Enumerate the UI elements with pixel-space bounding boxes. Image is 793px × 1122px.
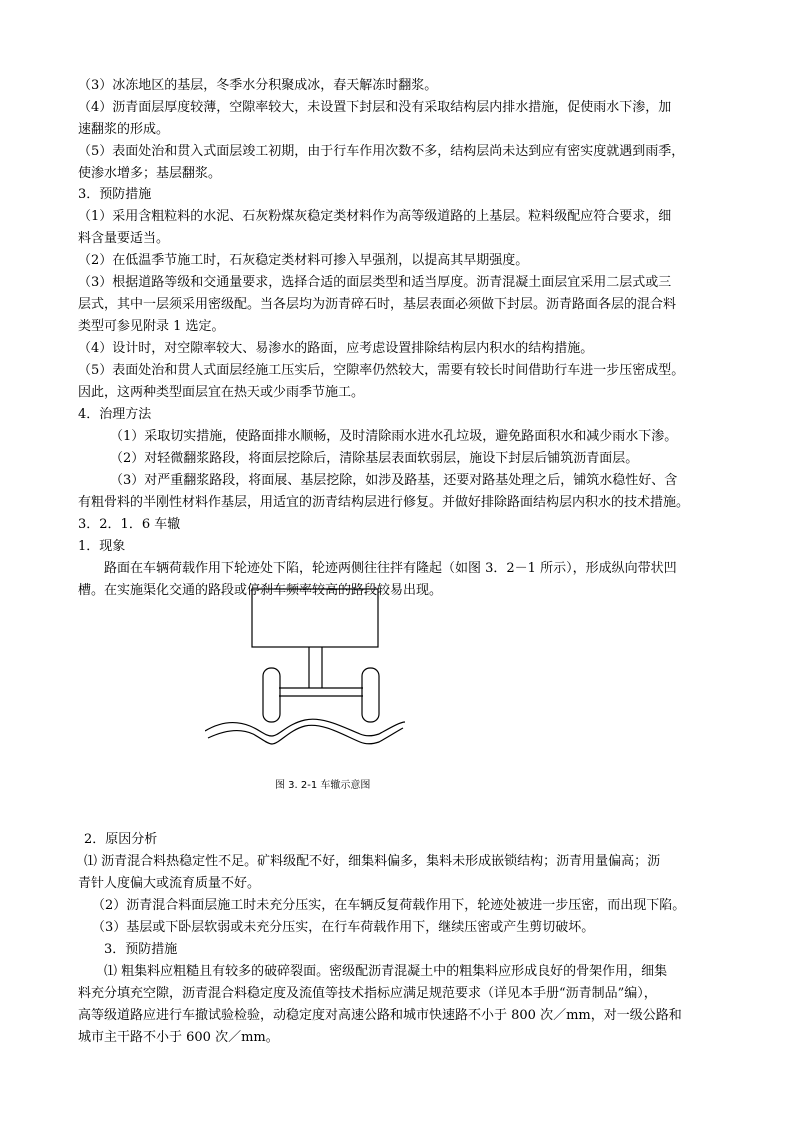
heading-treatment: 4．治理方法 <box>78 407 152 422</box>
treatment-t2: （2）对轻微翻浆路段，将面层挖除后，清除基层表面软弱层，施设下封层后铺筑沥青面层。 <box>110 451 639 466</box>
prevention1-p3-line3: 类型可参见附录 1 选定。 <box>78 319 225 334</box>
road-surface-lower <box>208 725 403 744</box>
para-item5-line2: 使渗水增多；基层翻浆。 <box>78 166 222 181</box>
prevention2-q1-line2: 料充分填充空隙，沥青混合料稳定度及流值等技术指标应满足规范要求（详见本手册“沥青制品”编）， <box>78 986 657 1001</box>
prevention1-p1-line1: （1）采用含粗粒料的水泥、石灰粉煤灰稳定类材料作为高等级道路的上基层。粒料级配应符合要求，细 <box>78 209 672 224</box>
prevention2-q1-line3: 高等级道路应进行车撤试验检验，动稳定度对高速公路和城市快速路不小于 800 次／mm，对一级公路和 <box>78 1008 682 1023</box>
vehicle-body <box>252 589 378 647</box>
phenomenon-line1: 路面在车辆荷载作用下轮迹处下陷，轮迹两侧往往拌有隆起（如图 3．2－1 所示），形成纵向带状凹 <box>104 561 677 576</box>
treatment-t3-line2: 有粗骨料的半刚性材料作基层，用适宜的沥青结构层进行修复。并做好排除路面结构层内积水的技术措施。 <box>78 495 690 510</box>
para-item4-line1: （4）沥青面层厚度较薄，空隙率较大，未设置下封层和没有采取结构层内排水措施，促使雨水下渗，加 <box>78 100 672 115</box>
para-item5-line1: （5）表面处治和贯入式面层竣工初期，由于行车作用次数不多，结构层尚未达到应有密实度就遇到雨季， <box>78 144 685 159</box>
prevention1-p4: （4）设计时，对空隙率较大、易渗水的路面，应考虑设置排除结构层内积水的结构措施。 <box>78 341 594 356</box>
prevention1-p2: （2）在低温季节施工时，石灰稳定类材料可掺入早强剂，以提高其早期强度。 <box>78 253 529 268</box>
cause-c2: （2）沥青混合料面层施工时未充分压实，在车辆反复荷载作用下，轮迹处被进一步压密，而出现下陷。 <box>92 898 686 913</box>
prevention1-p3-line2: 层式，其中一层须采用密级配。当各层均为沥青碎石时，基层表面必须做下封层。沥青路面各层的混合料 <box>78 297 677 312</box>
treatment-t1: （1）采取切实措施，使路面排水顺畅，及时清除雨水进水孔垃圾，避免路面积水和减少雨水下渗。 <box>110 429 678 444</box>
prevention2-q1-line1: ⑴ 粗集料应粗糙且有较多的破碎裂面。密级配沥青混凝土中的粗集料应形成良好的骨架作用，细集 <box>104 964 668 979</box>
para-item3: （3）冰冻地区的基层，冬季水分积聚成冰，春天解冻时翻浆。 <box>78 78 438 93</box>
rutting-diagram <box>205 588 405 758</box>
heading-cause: 2．原因分析 <box>84 832 158 847</box>
right-wheel <box>362 668 379 722</box>
section-title-rutting: 3．2．1．6 车辙 <box>78 517 181 532</box>
prevention1-p5-line2: 因此，这两种类型面层宜在热天或少雨季节施工。 <box>78 385 365 400</box>
heading-prevention-1: 3．预防措施 <box>78 187 152 202</box>
cause-c1-line1: ⑴ 沥青混合料热稳定性不足。矿料级配不好，细集料偏多，集料未形成嵌锁结构；沥青用量偏高；沥 <box>84 854 661 869</box>
heading-phenomenon: 1．现象 <box>78 539 126 554</box>
phenomenon-line2: 槽。在实施渠化交通的路段或停刹车频率较高的路段较易出现。 <box>78 583 443 598</box>
prevention2-q1-line4: 城市主干路不小于 600 次／mm。 <box>78 1030 279 1045</box>
prevention1-p3-line1: （3）根据道路等级和交通量要求，选择合适的面层类型和适当厚度。沥青混凝土面层宜采用二层式或三 <box>78 275 672 290</box>
treatment-t3-line1: （3）对严重翻浆路段，将面展、基层挖除，如涉及路基，还要对路基处理之后，铺筑水稳性好、含 <box>110 473 678 488</box>
figure-caption: 图 3. 2-1 车辙示意图 <box>275 780 371 791</box>
prevention1-p5-line1: （5）表面处治和贯人式面层经施工压实后，空隙率仍然较大，需要有较长时间借助行车进一步压密成型。 <box>78 363 685 378</box>
heading-prevention-2: 3．预防措施 <box>104 942 178 957</box>
cause-c3: （3）基层或下卧层软弱或未充分压实，在行车荷载作用下，继续压密或产生剪切破坏。 <box>92 920 595 935</box>
left-wheel <box>263 668 280 722</box>
cause-c1-line2: 青针人度偏大或流育质量不好。 <box>78 876 261 891</box>
para-item4-line2: 速翻浆的形成。 <box>78 122 170 137</box>
road-surface-upper <box>205 719 405 736</box>
prevention1-p1-line2: 料含量要适当。 <box>78 231 170 246</box>
